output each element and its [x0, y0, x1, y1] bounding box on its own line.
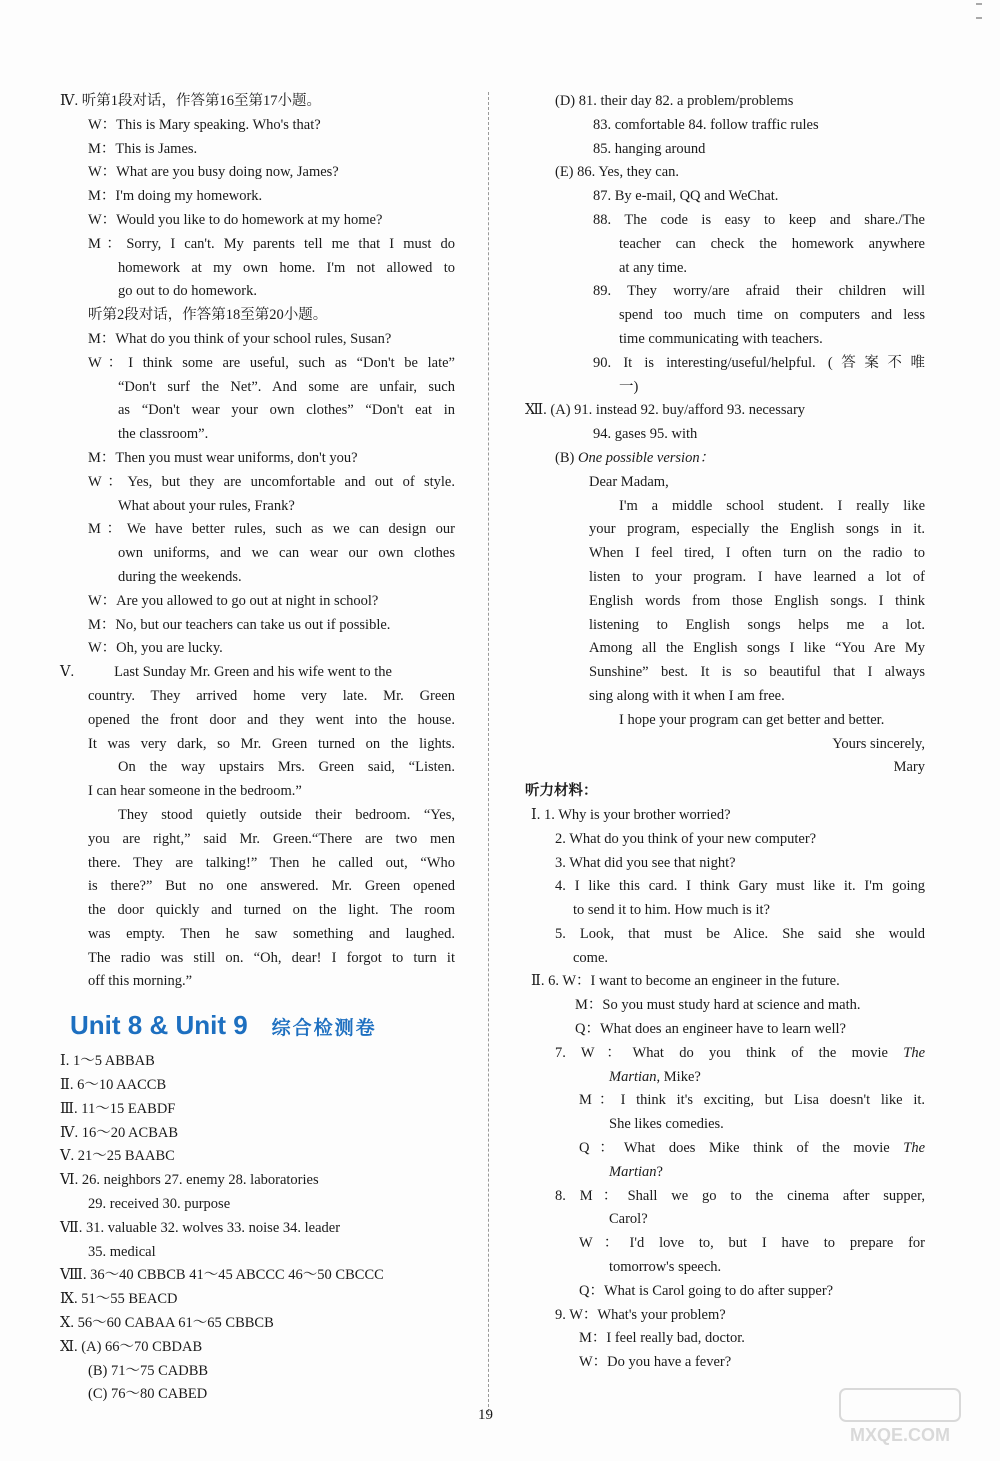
- line-text: come.: [573, 949, 609, 966]
- text-line: [525, 1256, 925, 1280]
- line-text: was empty. Then he saw something and laughed.: [88, 925, 455, 942]
- page-number: 19: [478, 1407, 493, 1423]
- line-text: Ⅳ. 听第1段对话，作答第16至第17小题。: [60, 93, 321, 109]
- text-line: [525, 1137, 925, 1161]
- left-column: [60, 90, 455, 1407]
- text-line: [60, 1264, 455, 1288]
- unit-title: [60, 1000, 455, 1050]
- text-line: [60, 566, 455, 590]
- text-line: [60, 1193, 455, 1217]
- text-line: [525, 161, 925, 185]
- line-text: What about your rules, Frank?: [118, 497, 295, 514]
- line-text: listening to English songs helps me a lot.: [589, 616, 925, 633]
- line-text: Among all the English songs I like “You Are My: [589, 640, 925, 657]
- line-text: Ⅷ. 36～40 CBBCB 41～45 ABCCC 46～50 CBCCC: [60, 1267, 384, 1284]
- line-text: M：What do you think of your school rules, Susan?: [88, 330, 392, 347]
- line-italic-text: The: [903, 1044, 925, 1061]
- line-text: (D) 81. their day 82. a problem/problems: [555, 93, 794, 109]
- line-text: W：This is Mary speaking. Who's that?: [88, 116, 321, 133]
- line-text: 88. The code is easy to keep and share./The: [593, 211, 925, 228]
- line-text: the classroom”.: [118, 426, 209, 443]
- text-line: [60, 257, 455, 281]
- line-text: 听第2段对话，作答第18至第20小题。: [88, 307, 328, 324]
- line-text: as “Don't wear your own clothes” “Don't eat in: [118, 402, 455, 419]
- text-line: [60, 899, 455, 923]
- line-text: Ⅰ. 1～5 ABBAB: [60, 1053, 155, 1070]
- line-text: Yours sincerely,: [832, 735, 925, 752]
- text-line: [525, 1304, 925, 1328]
- text-line: [525, 518, 925, 542]
- text-line: [60, 1098, 455, 1122]
- line-text: She likes comedies.: [609, 1116, 724, 1133]
- line-text: at any time.: [619, 259, 688, 276]
- line-text: W：Do you have a fever?: [579, 1354, 732, 1371]
- text-line: [525, 495, 925, 519]
- text-line: [525, 709, 925, 733]
- text-line: [525, 1089, 925, 1113]
- line-text: 87. By e-mail, QQ and WeChat.: [593, 188, 779, 205]
- text-line: [60, 828, 455, 852]
- line-text: the door quickly and turned on the light. The room: [88, 902, 455, 919]
- line-text: is there?” But no one answered. Mr. Green opened: [88, 878, 455, 895]
- line-text: Ⅺ. (A) 66～70 CBDAB: [60, 1338, 203, 1355]
- line-text: opened the front door and they went into the house.: [88, 711, 455, 728]
- text-line: [525, 1327, 925, 1351]
- text-line: [60, 399, 455, 423]
- line-text: 7. W：What do you think of the movie: [555, 1044, 904, 1061]
- line-text: 35. medical: [88, 1243, 156, 1260]
- text-line: [60, 733, 455, 757]
- line-text-cont: Last Sunday Mr. Green and his wife went to the: [114, 664, 392, 681]
- line-text: Q：What does an engineer have to learn well?: [575, 1021, 846, 1038]
- text-line: [60, 542, 455, 566]
- text-line: [525, 828, 925, 852]
- text-line: [60, 209, 455, 233]
- text-line: [525, 423, 925, 447]
- corner-mark: [974, 0, 984, 30]
- line-text: 听力材料：: [525, 783, 598, 800]
- line-text: I can hear someone in the bedroom.”: [88, 783, 302, 800]
- text-line: [60, 471, 455, 495]
- line-text: Mary: [893, 759, 925, 776]
- line-text: teacher can check the homework anywhere: [619, 235, 925, 252]
- line-text: M：No, but our teachers can take us out if possible.: [88, 616, 391, 633]
- text-line: [60, 1050, 455, 1074]
- line-text: 85. hanging around: [593, 140, 706, 157]
- text-line: [525, 947, 925, 971]
- text-line: [525, 90, 925, 114]
- line-text: M：I think it's exciting, but Lisa doesn't like it.: [579, 1092, 925, 1109]
- line-text: you are right,” said Mr. Green.“There are two men: [88, 830, 455, 847]
- text-line: [60, 1312, 455, 1336]
- answer-key: [60, 1050, 455, 1407]
- text-line: [525, 899, 925, 923]
- text-line: [60, 233, 455, 257]
- text-line: [60, 780, 455, 804]
- line-text: “Don't surf the Net”. And some are unfair, such: [118, 378, 455, 395]
- text-line: [525, 304, 925, 328]
- text-line: [60, 114, 455, 138]
- text-line: [60, 376, 455, 400]
- text-line: [525, 542, 925, 566]
- text-line: [525, 1161, 925, 1185]
- line-text: sing along with it when I am free.: [589, 687, 785, 704]
- text-line: [60, 1074, 455, 1098]
- listening-section-left: [60, 90, 455, 994]
- line-text: go out to do homework.: [118, 283, 257, 300]
- text-line: [525, 804, 925, 828]
- text-line: [525, 875, 925, 899]
- line-text: your program, especially the English songs in it.: [589, 521, 925, 538]
- line-text: 5. Look, that must be Alice. She said she would: [555, 925, 925, 942]
- text-line: [525, 138, 925, 162]
- line-text: (B) 71～75 CADBB: [88, 1362, 209, 1379]
- line-text: 89. They worry/are afraid their children will: [593, 283, 925, 300]
- text-line: [525, 185, 925, 209]
- line-italic-text: Martian: [609, 1068, 657, 1085]
- text-line: [60, 352, 455, 376]
- line-text: 9. W：What's your problem?: [555, 1306, 726, 1323]
- line-text: Sunshine” best. It is so beautiful that I always: [589, 664, 925, 681]
- text-line: [525, 376, 925, 400]
- text-line: [60, 590, 455, 614]
- line-text: English words from those English songs. I think: [589, 592, 925, 609]
- text-line: [60, 1288, 455, 1312]
- text-line: [525, 685, 925, 709]
- line-text: On the way upstairs Mrs. Green said, “Listen.: [118, 759, 455, 776]
- text-line: [60, 852, 455, 876]
- line-text: W：What are you busy doing now, James?: [88, 164, 339, 181]
- line-text: W：Oh, you are lucky.: [88, 640, 223, 657]
- line-text: time communicating with teachers.: [619, 330, 823, 347]
- text-line: [60, 1122, 455, 1146]
- text-line: [60, 1169, 455, 1193]
- line-text: 4. I like this card. I think Gary must like it. I'm going: [555, 878, 925, 895]
- text-line: [60, 614, 455, 638]
- text-line: [525, 566, 925, 590]
- text-line: [525, 1018, 925, 1042]
- text-line: [60, 161, 455, 185]
- line-text: 90. It is interesting/useful/helpful. (答案不唯: [593, 354, 925, 371]
- line-text: tomorrow's speech.: [609, 1259, 722, 1276]
- text-line: [525, 328, 925, 352]
- text-line: [60, 875, 455, 899]
- line-text: Q：What does Mike think of the movie: [579, 1140, 904, 1157]
- line-text: They stood quietly outside their bedroom. “Yes,: [118, 806, 455, 823]
- line-text: 2. What do you think of your new computer?: [555, 830, 817, 847]
- line-text: M：So you must study hard at science and math.: [575, 997, 861, 1014]
- text-line: [60, 1336, 455, 1360]
- text-line: [525, 1113, 925, 1137]
- text-line: [525, 209, 925, 233]
- line-italic-text: Martian: [609, 1163, 657, 1180]
- right-column: [525, 90, 925, 1375]
- line-italic-text: One possible version：: [577, 449, 715, 466]
- text-line: [525, 994, 925, 1018]
- line-text: Ⅻ. (A) 91. instead 92. buy/afford 93. necessary: [525, 402, 806, 419]
- text-line: [525, 923, 925, 947]
- text-line: [525, 447, 925, 471]
- text-line: [60, 947, 455, 971]
- text-line: [60, 756, 455, 780]
- line-text: Q：What is Carol going to do after supper?: [579, 1282, 834, 1299]
- line-text: I hope your program can get better and better.: [619, 711, 885, 728]
- text-line: [525, 637, 925, 661]
- text-line: [60, 495, 455, 519]
- text-line: [525, 780, 925, 804]
- text-line: [60, 518, 455, 542]
- text-line: [525, 756, 925, 780]
- line-text: M：Sorry, I can't. My parents tell me that I must do: [88, 235, 455, 252]
- line-text: W：I think some are useful, such as “Don't be late”: [88, 354, 455, 371]
- text-line: [60, 447, 455, 471]
- line-text: own uniforms, and we can wear our own clothes: [118, 545, 455, 562]
- line-text: Carol?: [609, 1211, 648, 1228]
- line-text: (E) 86. Yes, they can.: [555, 164, 680, 181]
- line-text: homework at my own home. I'm not allowed to: [118, 259, 455, 276]
- text-line: [60, 138, 455, 162]
- line-text: 29. received 30. purpose: [88, 1196, 231, 1213]
- line-text: The radio was still on. “Oh, dear! I forgot to turn it: [88, 949, 455, 966]
- text-line: [525, 1232, 925, 1256]
- line-text: to send it to him. How much is it?: [573, 902, 770, 919]
- text-line: [525, 114, 925, 138]
- text-line: [60, 637, 455, 661]
- text-line: [525, 1066, 925, 1090]
- watermark-logo: [800, 1387, 980, 1447]
- line-text: 94. gases 95. with: [593, 426, 698, 443]
- text-line: [60, 685, 455, 709]
- line-text: Ⅴ.: [60, 664, 75, 681]
- text-line: [525, 257, 925, 281]
- line-text: 3. What did you see that night?: [555, 854, 736, 871]
- line-text: W：Would you like to do homework at my home?: [88, 211, 383, 228]
- text-line: [525, 852, 925, 876]
- line-text: M：Then you must wear uniforms, don't you?: [88, 449, 358, 466]
- line-text-end: , Mike?: [656, 1068, 701, 1085]
- line-text-end: ?: [656, 1163, 663, 1180]
- line-text: 83. comfortable 84. follow traffic rules: [593, 116, 819, 133]
- text-line: [60, 280, 455, 304]
- line-text: off this morning.”: [88, 973, 193, 990]
- watermark-text: MXQE.COM: [849, 1425, 951, 1445]
- line-text: Ⅸ. 51～55 BEACD: [60, 1291, 178, 1308]
- column-divider: [488, 92, 489, 1417]
- line-italic-text: The: [903, 1140, 925, 1157]
- text-line: [60, 923, 455, 947]
- line-text: I'm a middle school student. I really like: [619, 497, 925, 514]
- text-line: [525, 1280, 925, 1304]
- line-text: during the weekends.: [118, 568, 242, 585]
- line-text: Ⅲ. 11～15 EABDF: [60, 1100, 176, 1117]
- line-text: W：Are you allowed to go out at night in school?: [88, 592, 379, 609]
- text-line: [60, 1241, 455, 1265]
- line-text: country. They arrived home very late. Mr. Green: [88, 687, 455, 704]
- text-line: [525, 1351, 925, 1375]
- line-text: Ⅳ. 16～20 ACBAB: [60, 1124, 179, 1141]
- line-text: M：We have better rules, such as we can design our: [88, 521, 455, 538]
- text-line: [525, 614, 925, 638]
- text-line: [525, 233, 925, 257]
- line-text: M：This is James.: [88, 140, 198, 157]
- text-line: [525, 1185, 925, 1209]
- text-line: [60, 661, 455, 685]
- answers-and-transcript: [525, 90, 925, 1375]
- line-text: spend too much time on computers and less: [619, 307, 925, 324]
- line-text: W：I'd love to, but I have to prepare for: [579, 1235, 925, 1252]
- line-text: M：I feel really bad, doctor.: [579, 1330, 745, 1347]
- text-line: [525, 661, 925, 685]
- line-text: When I feel tired, I often turn on the radio to: [589, 545, 925, 562]
- unit-title-cn: 综合检测卷: [271, 1018, 377, 1040]
- line-text: M：I'm doing my homework.: [88, 188, 263, 205]
- line-text: Ⅰ. 1. Why is your brother worried?: [531, 806, 731, 823]
- text-line: [60, 328, 455, 352]
- line-text: Ⅶ. 31. valuable 32. wolves 33. noise 34. leader: [60, 1219, 341, 1236]
- line-text: listen to your program. I have learned a lot of: [589, 568, 925, 585]
- text-line: [60, 423, 455, 447]
- text-line: [525, 1208, 925, 1232]
- unit-title-text: Unit 8 & Unit 9: [70, 1010, 248, 1041]
- text-line: [525, 590, 925, 614]
- text-line: [60, 304, 455, 328]
- line-text: 一): [619, 378, 639, 395]
- text-line: [525, 471, 925, 495]
- text-line: [60, 804, 455, 828]
- line-text: there. They are talking!” Then he called out, “Who: [88, 854, 455, 871]
- text-line: [60, 1217, 455, 1241]
- text-line: [525, 399, 925, 423]
- line-text: (C) 76～80 CABED: [88, 1386, 208, 1403]
- text-line: [60, 970, 455, 994]
- line-text: (B): [555, 449, 578, 466]
- text-line: [60, 90, 455, 114]
- line-text: Ⅴ. 21～25 BAABC: [60, 1148, 175, 1165]
- line-text: Ⅹ. 56～60 CABAA 61～65 CBBCB: [60, 1315, 274, 1332]
- line-text: Ⅱ. 6. W：I want to become an engineer in the future.: [531, 973, 840, 990]
- text-line: [60, 1360, 455, 1384]
- line-text: W：Yes, but they are uncomfortable and out of style.: [88, 473, 455, 490]
- text-line: [60, 1383, 455, 1407]
- text-line: [60, 185, 455, 209]
- line-text: It was very dark, so Mr. Green turned on the lights.: [88, 735, 455, 752]
- text-line: [525, 1042, 925, 1066]
- line-text: 8. M：Shall we go to the cinema after supper,: [555, 1187, 925, 1204]
- text-line: [525, 970, 925, 994]
- line-text: Ⅵ. 26. neighbors 27. enemy 28. laboratories: [60, 1172, 319, 1189]
- text-line: [525, 280, 925, 304]
- line-text: Dear Madam,: [589, 473, 669, 490]
- text-line: [60, 1145, 455, 1169]
- text-line: [60, 709, 455, 733]
- text-line: [525, 733, 925, 757]
- line-text: Ⅱ. 6～10 AACCB: [60, 1077, 167, 1094]
- text-line: [525, 352, 925, 376]
